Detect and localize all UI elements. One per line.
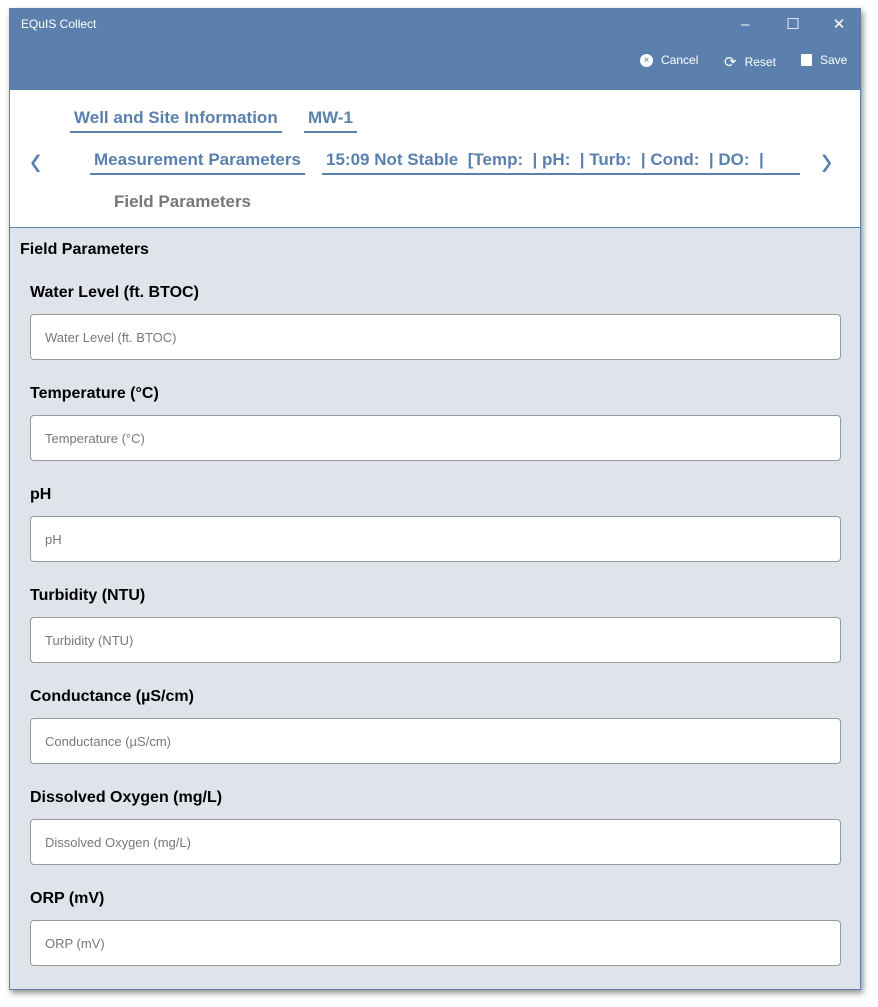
next-arrow-icon[interactable]: › [821, 136, 833, 186]
crumb-measurement[interactable]: Measurement Parameters [90, 150, 305, 175]
minimize-button[interactable]: – [740, 16, 750, 33]
cancel-label: Cancel [661, 53, 699, 67]
field-label: pH [30, 486, 52, 503]
section-title: Field Parameters [20, 241, 149, 258]
crumb-current: Field Parameters [114, 192, 252, 211]
reset-button[interactable] [724, 53, 776, 71]
reset-icon: ⟳ [724, 54, 737, 71]
save-label: Save [820, 53, 848, 67]
field-label: ORP (mV) [30, 890, 105, 907]
field-label: Water Level (ft. BTOC) [30, 284, 199, 301]
cancel-button[interactable] [640, 53, 698, 67]
field-input[interactable] [30, 415, 841, 461]
field-input[interactable] [30, 920, 841, 966]
field-input[interactable] [30, 516, 841, 562]
maximize-button[interactable]: ☐ [786, 16, 800, 33]
field-label: Temperature (°C) [30, 385, 159, 402]
field-input[interactable] [30, 617, 841, 663]
prev-arrow-icon[interactable]: ‹ [30, 136, 42, 186]
crumb-well-id[interactable]: MW-1 [304, 108, 357, 133]
field-input[interactable] [30, 718, 841, 764]
save-icon [801, 54, 812, 66]
window-title: EQuIS Collect [21, 17, 97, 31]
cancel-icon: × [640, 54, 653, 67]
close-button[interactable]: ✕ [832, 16, 846, 33]
save-button[interactable] [801, 53, 847, 67]
breadcrumb-nav [10, 90, 860, 228]
crumb-well-site[interactable]: Well and Site Information [70, 108, 282, 133]
field-input[interactable] [30, 314, 841, 360]
crumb-reading[interactable]: 15:09 Not Stable [Temp: | pH: | Turb: | Cond: | DO: | [322, 150, 800, 175]
field-label: Turbidity (NTU) [30, 587, 146, 604]
field-input[interactable] [30, 819, 841, 865]
app-window [9, 8, 861, 990]
field-label: Dissolved Oxygen (mg/L) [30, 789, 223, 806]
title-bar [10, 9, 860, 90]
field-label: Conductance (µS/cm) [30, 688, 194, 705]
reset-label: Reset [744, 55, 776, 69]
